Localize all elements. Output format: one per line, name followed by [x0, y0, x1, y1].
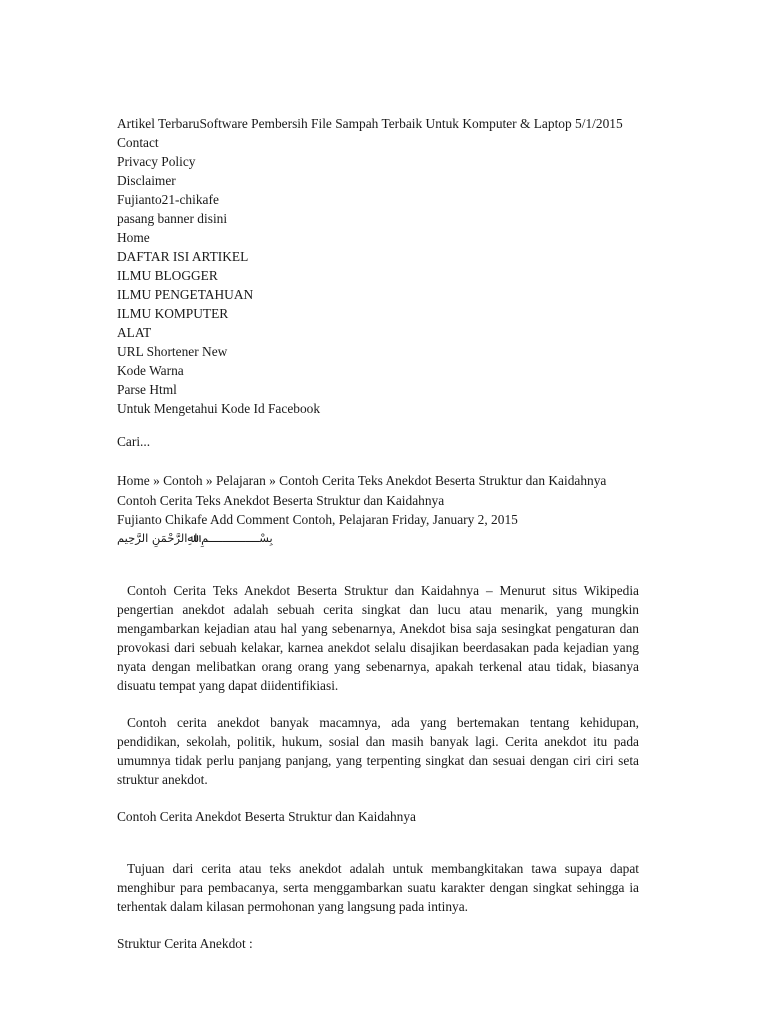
- nav-item-parse-html[interactable]: Parse Html: [117, 382, 177, 397]
- nav-item-alat[interactable]: ALAT: [117, 325, 152, 340]
- nav-item-daftar-isi[interactable]: DAFTAR ISI ARTIKEL: [117, 249, 249, 264]
- breadcrumb: [117, 471, 639, 491]
- post-paragraph-types: Contoh cerita anekdot banyak macamnya, ada yang bertemakan tentang kehidupan, pendidikan, sekolah, politik, hukum, sosial dan masih banyak lagi. Cerita anekdot itu pada umumnya tidak perlu panjang panjang, yang terpenting singkat dan sesuai dengan ciri ciri seta struktur anekdot.: [117, 714, 639, 787]
- nav-item-home[interactable]: Home: [117, 230, 150, 245]
- main-nav: [117, 228, 639, 418]
- post-paragraph-intro: Contoh Cerita Teks Anekdot Beserta Struktur dan Kaidahnya – Menurut situs Wikipedia pengertian anekdot adalah sebuah cerita singkat dan lucu atau menarik, yang mungkin mengambarkan kejadian atau hal yang sebenarnya, Anekdot bisa saja sesingkat pengaturan dan provokasi dari sebuah kelakar, karnea anekdot selalu disajikan beerdasakan pada kejadian yang nyata dengan melibatkan orang orang yang sebenarnya, apakah terkenal atau tidak, biasanya disuatu tempat yang dapat diidentifikiasi.: [117, 582, 639, 693]
- nav-item-kode-id-facebook[interactable]: Untuk Mengetahui Kode Id Facebook: [117, 401, 321, 416]
- post-subheading-structure: Struktur Cerita Anekdot :: [117, 935, 253, 951]
- nav-item-ilmu-pengetahuan[interactable]: ILMU PENGETAHUAN: [117, 287, 254, 302]
- post-subheading: Contoh Cerita Anekdot Beserta Struktur dan Kaidahnya: [117, 808, 416, 824]
- post-author[interactable]: Fujianto Chikafe: [117, 511, 208, 527]
- post-labels[interactable]: Contoh, Pelajaran: [292, 511, 389, 527]
- nav-item-ilmu-komputer[interactable]: ILMU KOMPUTER: [117, 306, 229, 321]
- post-paragraph-purpose: Tujuan dari cerita atau teks anekdot adalah untuk membangkitakan tawa supaya dapat menghibur para pembacanya, serta menggambarkan suatu karakter dengan singkat sehingga ia terhentak dalam kilasan permohonan yang langsung pada intinya.: [117, 860, 639, 914]
- search-input[interactable]: Cari...: [117, 434, 151, 449]
- latest-article-date: 5/1/2015: [575, 116, 623, 131]
- basmala-text: بِسْـــــــــــــــمِ اﷲِالرَّحْمَنِ الرَّحِيم: [117, 530, 273, 545]
- banner-placeholder: pasang banner disini: [117, 211, 228, 226]
- breadcrumb-current: Contoh Cerita Teks Anekdot Beserta Struktur dan Kaidahnya: [279, 473, 607, 488]
- breadcrumb-home[interactable]: Home: [117, 473, 150, 488]
- breadcrumb-separator: »: [149, 473, 164, 488]
- privacy-policy-link[interactable]: Privacy Policy: [117, 154, 196, 169]
- post-meta: [117, 510, 639, 529]
- nav-item-kode-warna[interactable]: Kode Warna: [117, 363, 184, 378]
- latest-article-bar: [117, 114, 639, 133]
- disclaimer-link[interactable]: Disclaimer: [117, 173, 176, 188]
- breadcrumb-contoh[interactable]: Contoh: [163, 473, 203, 488]
- post-title: Contoh Cerita Teks Anekdot Beserta Struktur dan Kaidahnya: [117, 492, 445, 508]
- page-content: [117, 114, 639, 953]
- latest-label: Artikel Terbaru: [117, 116, 200, 131]
- breadcrumb-separator: »: [202, 473, 216, 488]
- breadcrumb-pelajaran[interactable]: Pelajaran: [215, 473, 266, 488]
- site-title[interactable]: Fujianto21-chikafe: [117, 192, 219, 207]
- nav-item-url-shortener[interactable]: URL Shortener New: [117, 344, 228, 359]
- add-comment-link[interactable]: Add Comment: [209, 511, 290, 527]
- breadcrumb-separator: »: [265, 473, 280, 488]
- nav-item-ilmu-blogger[interactable]: ILMU BLOGGER: [117, 268, 218, 283]
- post-date: Friday, January 2, 2015: [391, 511, 518, 527]
- latest-article-link[interactable]: Software Pembersih File Sampah Terbaik Untuk Komputer & Laptop: [199, 116, 572, 131]
- contact-link[interactable]: Contact: [117, 135, 159, 150]
